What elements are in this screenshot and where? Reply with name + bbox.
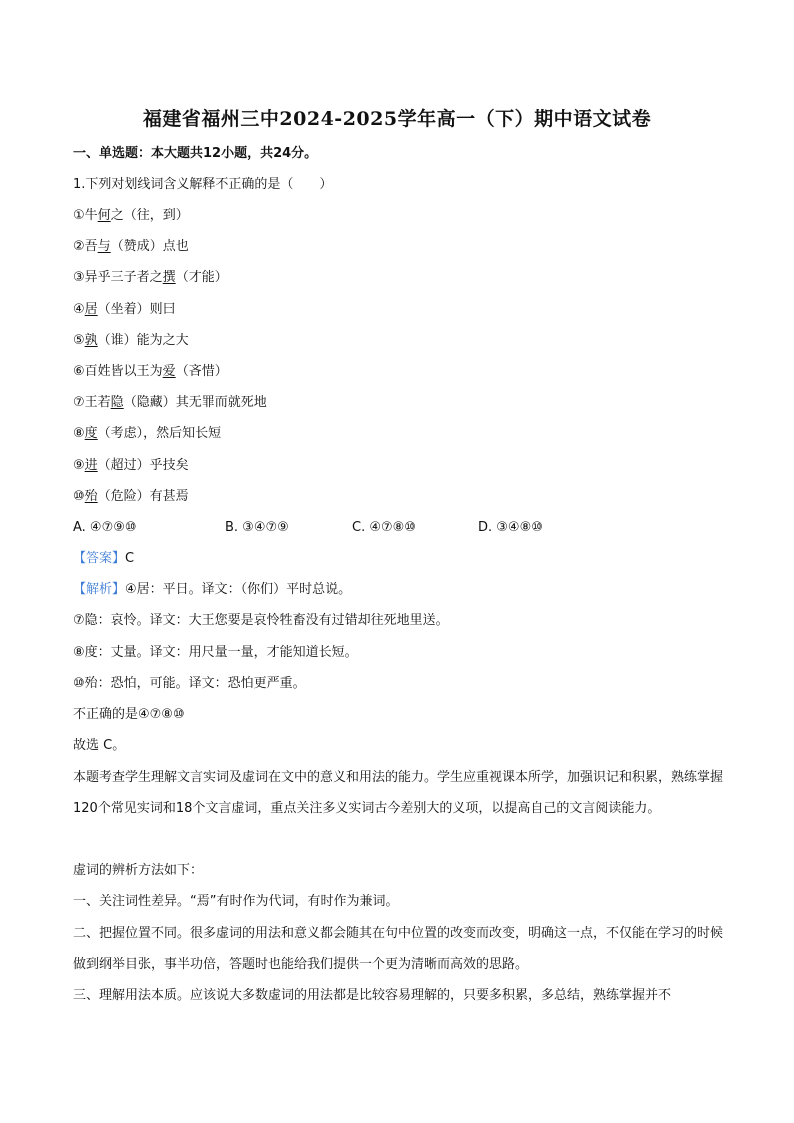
answer-line <box>73 550 134 568</box>
item-number: ⑥ <box>73 364 85 379</box>
item-text-after: （超过）乎技矣 <box>97 457 189 473</box>
item-text-before: 牛 <box>84 208 98 223</box>
analysis-line-3: ⑩殆：恐怕，可能。译文：恐怕更严重。 <box>73 676 306 691</box>
item-text-after: 之（往，到） <box>110 208 189 223</box>
question-item <box>73 269 228 287</box>
item-text-after: （赞成）点也 <box>110 239 189 255</box>
item-underlined-word: 撰 <box>162 270 176 286</box>
item-text-before: 王若 <box>84 395 111 411</box>
item-text-after: （才能） <box>175 270 228 286</box>
item-underlined-word: 孰 <box>84 332 98 348</box>
analysis-line-1: ⑦隐：哀怜。译文：大王您要是哀怜牲畜没有过错却往死地里送。 <box>73 613 449 628</box>
item-underlined-word: 度 <box>84 426 98 442</box>
item-underlined-word: 居 <box>84 301 98 317</box>
item-underlined-word: 隐 <box>110 395 124 411</box>
question-item <box>73 207 189 225</box>
analysis-label: 【解析】 <box>73 582 126 597</box>
item-text-after: （隐藏）其无罪而就死地 <box>123 395 267 411</box>
option-b[interactable]: B. ③④⑦⑨ <box>225 520 289 535</box>
analysis-line <box>73 581 351 599</box>
analysis-line-2: ⑧度：丈量。译文：用尺量一量，才能知道长短。 <box>73 645 358 660</box>
question-stem: 1.下列对划线词含义解释不正确的是（ ） <box>73 177 333 192</box>
question-item <box>73 332 189 350</box>
item-text-after: （吝惜） <box>175 364 228 379</box>
option-c[interactable]: C. ④⑦⑧⑩ <box>352 520 416 535</box>
item-text-after: （考虑），然后知长短 <box>97 426 222 442</box>
item-number: ⑨ <box>73 457 85 473</box>
question-item <box>73 363 228 381</box>
item-number: ① <box>73 208 85 223</box>
item-underlined-word: 何 <box>97 208 111 223</box>
item-number: ③ <box>73 270 85 286</box>
item-number: ④ <box>73 301 85 317</box>
item-text-after: （谁）能为之大 <box>97 332 189 348</box>
analysis-line-5: 故选 C。 <box>73 738 126 753</box>
method-item-1: 一、关注词性差异。“焉”有时作为代词，有时作为兼词。 <box>73 894 399 909</box>
item-underlined-word: 与 <box>97 239 111 255</box>
question-item <box>73 457 189 475</box>
item-number: ⑧ <box>73 426 85 442</box>
answer-label: 【答案】 <box>73 551 126 566</box>
item-number: ② <box>73 239 85 255</box>
item-text-before: 吾 <box>84 239 98 255</box>
analysis-paragraph: 本题考查学生理解文言实词及虚词在文中的意义和用法的能力。学生应重视课本所学，加强识记和积累，熟练掌握120个常见实词和18个文言虚词，重点关注多义实词古今差别大的义项，以提高自己的文言阅读能力。 <box>73 770 724 816</box>
question-item <box>73 425 221 443</box>
item-number: ⑩ <box>73 488 85 504</box>
page-title: 福建省福州三中2024-2025学年高一（下）期中语文试卷 <box>142 108 652 130</box>
question-item <box>73 238 189 256</box>
question-item <box>73 488 189 506</box>
section-header: 一、单选题：本大题共12小题，共24分。 <box>73 146 318 161</box>
question-item <box>73 394 267 412</box>
item-text-before: 异乎三子者之 <box>84 270 163 286</box>
method-item-2: 二、把握位置不同。很多虚词的用法和意义都会随其在句中位置的改变而改变，明确这一点，不仅能在学习的时候做到纲举目张，事半功倍，答题时也能给我们提供一个更为清晰而高效的思路。 <box>73 926 724 972</box>
analysis-line-4: 不正确的是④⑦⑧⑩ <box>73 707 185 722</box>
method-title: 虚词的辨析方法如下： <box>73 863 204 878</box>
item-number: ⑦ <box>73 395 85 411</box>
item-text-after: （危险）有甚焉 <box>97 488 189 504</box>
answer-value: C <box>125 551 135 566</box>
item-underlined-word: 殆 <box>84 488 98 504</box>
item-text-after: （坐着）则曰 <box>97 301 176 317</box>
analysis-first: ④居：平日。译文：（你们）平时总说。 <box>125 582 352 597</box>
option-d[interactable]: D. ③④⑧⑩ <box>478 520 543 535</box>
answer-options <box>73 519 733 537</box>
method-item-3: 三、理解用法本质。应该说大多数虚词的用法都是比较容易理解的，只要多积累，多总结，熟练掌握并不 <box>73 988 672 1003</box>
item-number: ⑤ <box>73 332 85 348</box>
item-underlined-word: 进 <box>84 457 98 473</box>
item-underlined-word: 爱 <box>162 364 176 379</box>
question-item <box>73 301 176 319</box>
item-text-before: 百姓皆以王为 <box>84 364 163 379</box>
option-a[interactable]: A. ④⑦⑨⑩ <box>73 520 137 535</box>
